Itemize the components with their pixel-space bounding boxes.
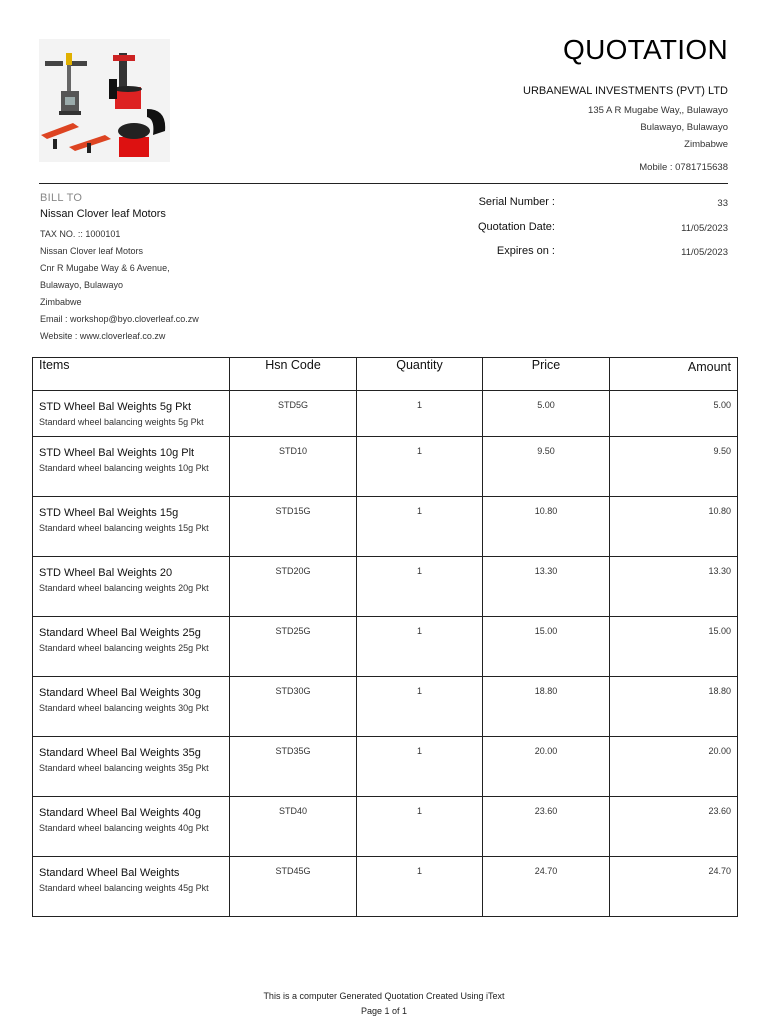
- table-row: [33, 617, 738, 677]
- expires-label: Expires on :: [496, 245, 555, 257]
- hsn-cell: STD5G: [230, 391, 357, 437]
- amount-cell: 18.80: [610, 677, 738, 737]
- price-cell: 20.00: [483, 737, 610, 797]
- header-amount: Amount: [610, 358, 738, 391]
- client-website: Website : www.cloverleaf.co.zw: [40, 331, 166, 341]
- price-cell: 13.30: [483, 557, 610, 617]
- amount-cell: 9.50: [610, 437, 738, 497]
- item-name: Standard Wheel Bal Weights 40g: [39, 807, 201, 819]
- quantity-cell: 1: [357, 677, 483, 737]
- company-mobile: Mobile : 0781715638: [639, 162, 728, 173]
- client-country: Zimbabwe: [40, 297, 82, 307]
- item-description: Standard wheel balancing weights 15g Pkt: [39, 523, 209, 533]
- hsn-cell: STD15G: [230, 497, 357, 557]
- table-header-row: [33, 358, 738, 391]
- table-row: [33, 737, 738, 797]
- amount-cell: 23.60: [610, 797, 738, 857]
- hsn-cell: STD35G: [230, 737, 357, 797]
- item-cell: [33, 437, 230, 497]
- hsn-cell: STD25G: [230, 617, 357, 677]
- hsn-cell: STD40: [230, 797, 357, 857]
- item-name: STD Wheel Bal Weights 15g: [39, 507, 179, 519]
- hsn-cell: STD30G: [230, 677, 357, 737]
- item-description: Standard wheel balancing weights 5g Pkt: [39, 417, 204, 427]
- amount-cell: 20.00: [610, 737, 738, 797]
- serial-value: 33: [717, 198, 728, 209]
- quantity-cell: 1: [357, 391, 483, 437]
- item-name: Standard Wheel Bal Weights 35g: [39, 747, 201, 759]
- amount-cell: 10.80: [610, 497, 738, 557]
- quantity-cell: 1: [357, 737, 483, 797]
- company-logo: [39, 39, 170, 162]
- document-title: QUOTATION: [563, 34, 728, 65]
- item-description: Standard wheel balancing weights 35g Pkt: [39, 763, 209, 773]
- table-row: [33, 391, 738, 437]
- quantity-cell: 1: [357, 497, 483, 557]
- item-name: STD Wheel Bal Weights 5g Pkt: [39, 401, 192, 413]
- amount-cell: 5.00: [610, 391, 738, 437]
- expires-value: 11/05/2023: [681, 247, 728, 258]
- item-cell: [33, 737, 230, 797]
- amount-cell: 15.00: [610, 617, 738, 677]
- price-cell: 23.60: [483, 797, 610, 857]
- item-description: Standard wheel balancing weights 25g Pkt: [39, 643, 209, 653]
- client-address-line1: Cnr R Mugabe Way & 6 Avenue,: [40, 263, 170, 273]
- quantity-cell: 1: [357, 557, 483, 617]
- hsn-cell: STD20G: [230, 557, 357, 617]
- quantity-cell: 1: [357, 617, 483, 677]
- item-description: Standard wheel balancing weights 45g Pkt: [39, 883, 209, 893]
- header-price: Price: [483, 358, 610, 391]
- client-email: Email : workshop@byo.cloverleaf.co.zw: [40, 314, 199, 324]
- amount-cell: 13.30: [610, 557, 738, 617]
- client-address-line2: Bulawayo, Bulawayo: [40, 280, 124, 290]
- item-description: Standard wheel balancing weights 10g Pkt: [39, 463, 209, 473]
- item-cell: [33, 797, 230, 857]
- item-name: STD Wheel Bal Weights 10g Plt: [39, 447, 195, 459]
- table-row: [33, 437, 738, 497]
- item-cell: [33, 497, 230, 557]
- header-divider: [39, 183, 728, 184]
- item-cell: [33, 857, 230, 917]
- table-row: [33, 797, 738, 857]
- item-description: Standard wheel balancing weights 20g Pkt: [39, 583, 209, 593]
- company-country: Zimbabwe: [684, 139, 728, 150]
- item-name: Standard Wheel Bal Weights: [39, 867, 180, 879]
- company-info: [523, 85, 728, 176]
- table-row: [33, 677, 738, 737]
- item-description: Standard wheel balancing weights 40g Pkt: [39, 823, 209, 833]
- client-company: Nissan Clover leaf Motors: [40, 246, 144, 256]
- price-cell: 15.00: [483, 617, 610, 677]
- item-name: Standard Wheel Bal Weights 30g: [39, 687, 201, 699]
- quotation-meta: [440, 196, 728, 270]
- page-footer: [0, 989, 768, 1019]
- table-row: [33, 557, 738, 617]
- tyre-equipment-logo-icon: [39, 39, 170, 162]
- price-cell: 10.80: [483, 497, 610, 557]
- item-name: STD Wheel Bal Weights 20: [39, 567, 173, 579]
- bill-to-section: [40, 192, 340, 345]
- item-cell: [33, 617, 230, 677]
- quotation-date-label: Quotation Date:: [477, 220, 555, 233]
- quotation-date-row: [440, 221, 728, 246]
- bill-to-label: BILL TO: [40, 192, 83, 204]
- quantity-cell: 1: [357, 797, 483, 857]
- item-cell: [33, 677, 230, 737]
- quantity-cell: 1: [357, 437, 483, 497]
- client-name: Nissan Clover leaf Motors: [40, 208, 166, 220]
- page-number: Page 1 of 1: [360, 1006, 408, 1016]
- hsn-cell: STD10: [230, 437, 357, 497]
- table-row: [33, 857, 738, 917]
- table-row: [33, 497, 738, 557]
- hsn-cell: STD45G: [230, 857, 357, 917]
- header-hsn-code: Hsn Code: [230, 358, 357, 391]
- header-items: Items: [33, 358, 230, 391]
- client-tax-no: TAX NO. :: 1000101: [40, 229, 121, 239]
- price-cell: 5.00: [483, 391, 610, 437]
- quotation-date-value: 11/05/2023: [681, 222, 728, 234]
- price-cell: 9.50: [483, 437, 610, 497]
- footer-note: This is a computer Generated Quotation Created Using iText: [263, 991, 505, 1001]
- amount-cell: 24.70: [610, 857, 738, 917]
- item-cell: [33, 391, 230, 437]
- company-name: URBANEWAL INVESTMENTS (PVT) LTD: [523, 85, 728, 97]
- header-quantity: Quantity: [357, 358, 483, 391]
- company-address-line2: Bulawayo, Bulawayo: [640, 122, 728, 133]
- serial-label: Serial Number :: [478, 196, 555, 208]
- item-cell: [33, 557, 230, 617]
- quantity-cell: 1: [357, 857, 483, 917]
- company-address-line1: 135 A R Mugabe Way,, Bulawayo: [588, 105, 728, 116]
- price-cell: 24.70: [483, 857, 610, 917]
- item-name: Standard Wheel Bal Weights 25g: [39, 627, 201, 639]
- price-cell: 18.80: [483, 677, 610, 737]
- item-description: Standard wheel balancing weights 30g Pkt: [39, 703, 209, 713]
- serial-row: [440, 196, 728, 221]
- expires-row: [440, 245, 728, 270]
- items-table: [32, 357, 738, 917]
